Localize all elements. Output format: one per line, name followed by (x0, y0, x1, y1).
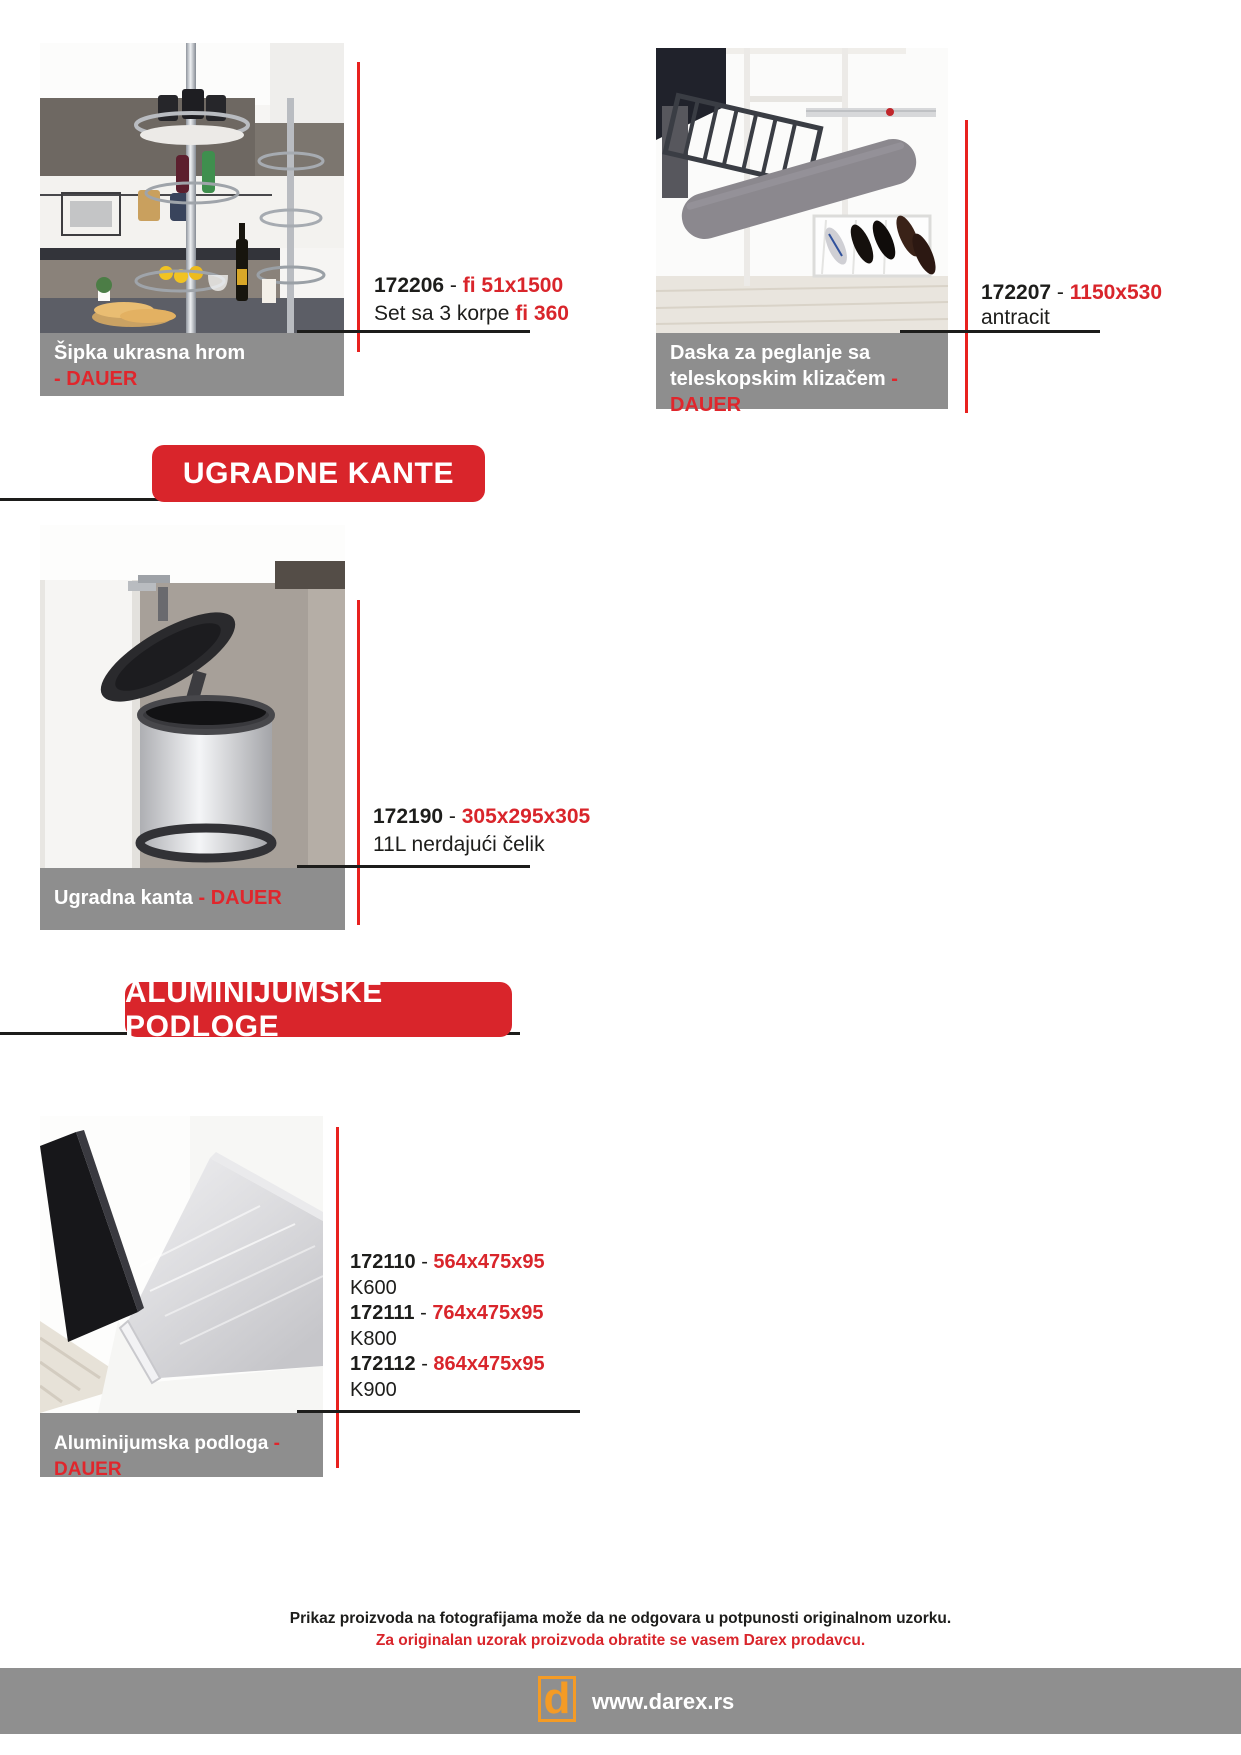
spec-row (350, 1327, 545, 1353)
product-code: 172111 (350, 1302, 415, 1324)
spec-row (373, 831, 590, 859)
product-caption (40, 333, 344, 396)
section-title: UGRADNE KANTE (182, 456, 455, 490)
spec-separator: - (415, 1353, 434, 1375)
footer-website-link[interactable]: www.darex.rs (592, 1689, 735, 1714)
spec-row (350, 1250, 545, 1276)
caption-text: Aluminijumska podloga (54, 1433, 274, 1454)
product-caption (40, 868, 345, 930)
product-code: 172110 (350, 1251, 416, 1273)
product-dimensions: 764x475x95 (432, 1302, 544, 1324)
spec-text: antracit (981, 306, 1050, 329)
caption-brand: - DAUER (54, 368, 138, 390)
spec-separator: - (414, 1302, 433, 1324)
spec-separator: - (443, 805, 462, 828)
spec-row (374, 300, 569, 328)
product-code: 172206 (374, 274, 445, 297)
darex-logo-letter: d (543, 1674, 571, 1723)
spec-row (350, 1378, 545, 1404)
product-dimensions: 564x475x95 (433, 1251, 545, 1273)
black-rule-line (297, 865, 530, 868)
section-banner-aluminijumske-podloge (125, 975, 512, 1043)
black-rule-line (297, 1410, 580, 1413)
product-specs (373, 803, 590, 859)
spec-highlight: fi 360 (515, 302, 569, 325)
spec-row (350, 1276, 545, 1302)
product-specs (374, 272, 569, 328)
product-dimensions: 1150x530 (1069, 281, 1163, 304)
spec-row (374, 272, 569, 300)
red-divider-line (357, 62, 360, 352)
spec-variant: K600 (350, 1276, 397, 1299)
product-specs (981, 280, 1162, 330)
red-divider-line (336, 1127, 339, 1468)
spec-variant: K800 (350, 1327, 397, 1350)
caption-brand: - DAUER (198, 887, 282, 909)
spec-separator: - (415, 1251, 434, 1273)
caption-brand: - DAUER (670, 368, 898, 416)
product-caption (656, 333, 948, 416)
black-rule-line (297, 330, 530, 333)
product-caption (40, 1413, 323, 1480)
product-code: 172190 (373, 805, 444, 828)
product-dimensions: fi 51x1500 (462, 274, 564, 297)
darex-logo (538, 1676, 576, 1722)
aluminium-base-liner-photo (40, 1116, 323, 1413)
red-divider-line (965, 120, 968, 413)
caption-text: Daska za peglanje sa (670, 342, 871, 364)
wardrobe-ironing-board-photo (656, 48, 948, 333)
spec-text: 11L nerdajući čelik (373, 833, 545, 856)
caption-text: Šipka ukrasna hrom (54, 342, 246, 364)
kitchen-chrome-pole-photo (40, 43, 344, 333)
spec-variant: K900 (350, 1378, 397, 1401)
spec-separator: - (1051, 281, 1070, 304)
section-banner-ugradne-kante (152, 445, 485, 502)
product-dimensions: 864x475x95 (433, 1353, 545, 1375)
caption-text: Ugradna kanta (54, 887, 199, 909)
product-code: 172112 (350, 1353, 416, 1375)
spec-row (350, 1301, 545, 1327)
spec-row (350, 1352, 545, 1378)
black-rule-line (900, 330, 1100, 333)
spec-row (981, 305, 1162, 330)
caption-text: teleskopskim klizačem (670, 368, 892, 390)
spec-row (373, 803, 590, 831)
product-dimensions: 305x295x305 (461, 805, 591, 828)
product-specs (350, 1250, 545, 1403)
spec-row (981, 280, 1162, 305)
footer-disclaimer-line1: Prikaz proizvoda na fotografijama može da ne odgovara u potpunosti originalnom uzorku. (289, 1610, 952, 1627)
product-code: 172207 (981, 281, 1052, 304)
red-divider-line (357, 600, 360, 925)
built-in-bin-photo (40, 525, 345, 868)
spec-text: Set sa 3 korpe (374, 302, 516, 325)
footer-disclaimer-line2: Za originalan uzorak proizvoda obratite se vasem Darex prodavcu. (375, 1632, 866, 1649)
spec-separator: - (444, 274, 463, 297)
caption-brand: - DAUER (54, 1433, 280, 1480)
section-title: ALUMINIJUMSKE PODLOGE (125, 975, 383, 1043)
